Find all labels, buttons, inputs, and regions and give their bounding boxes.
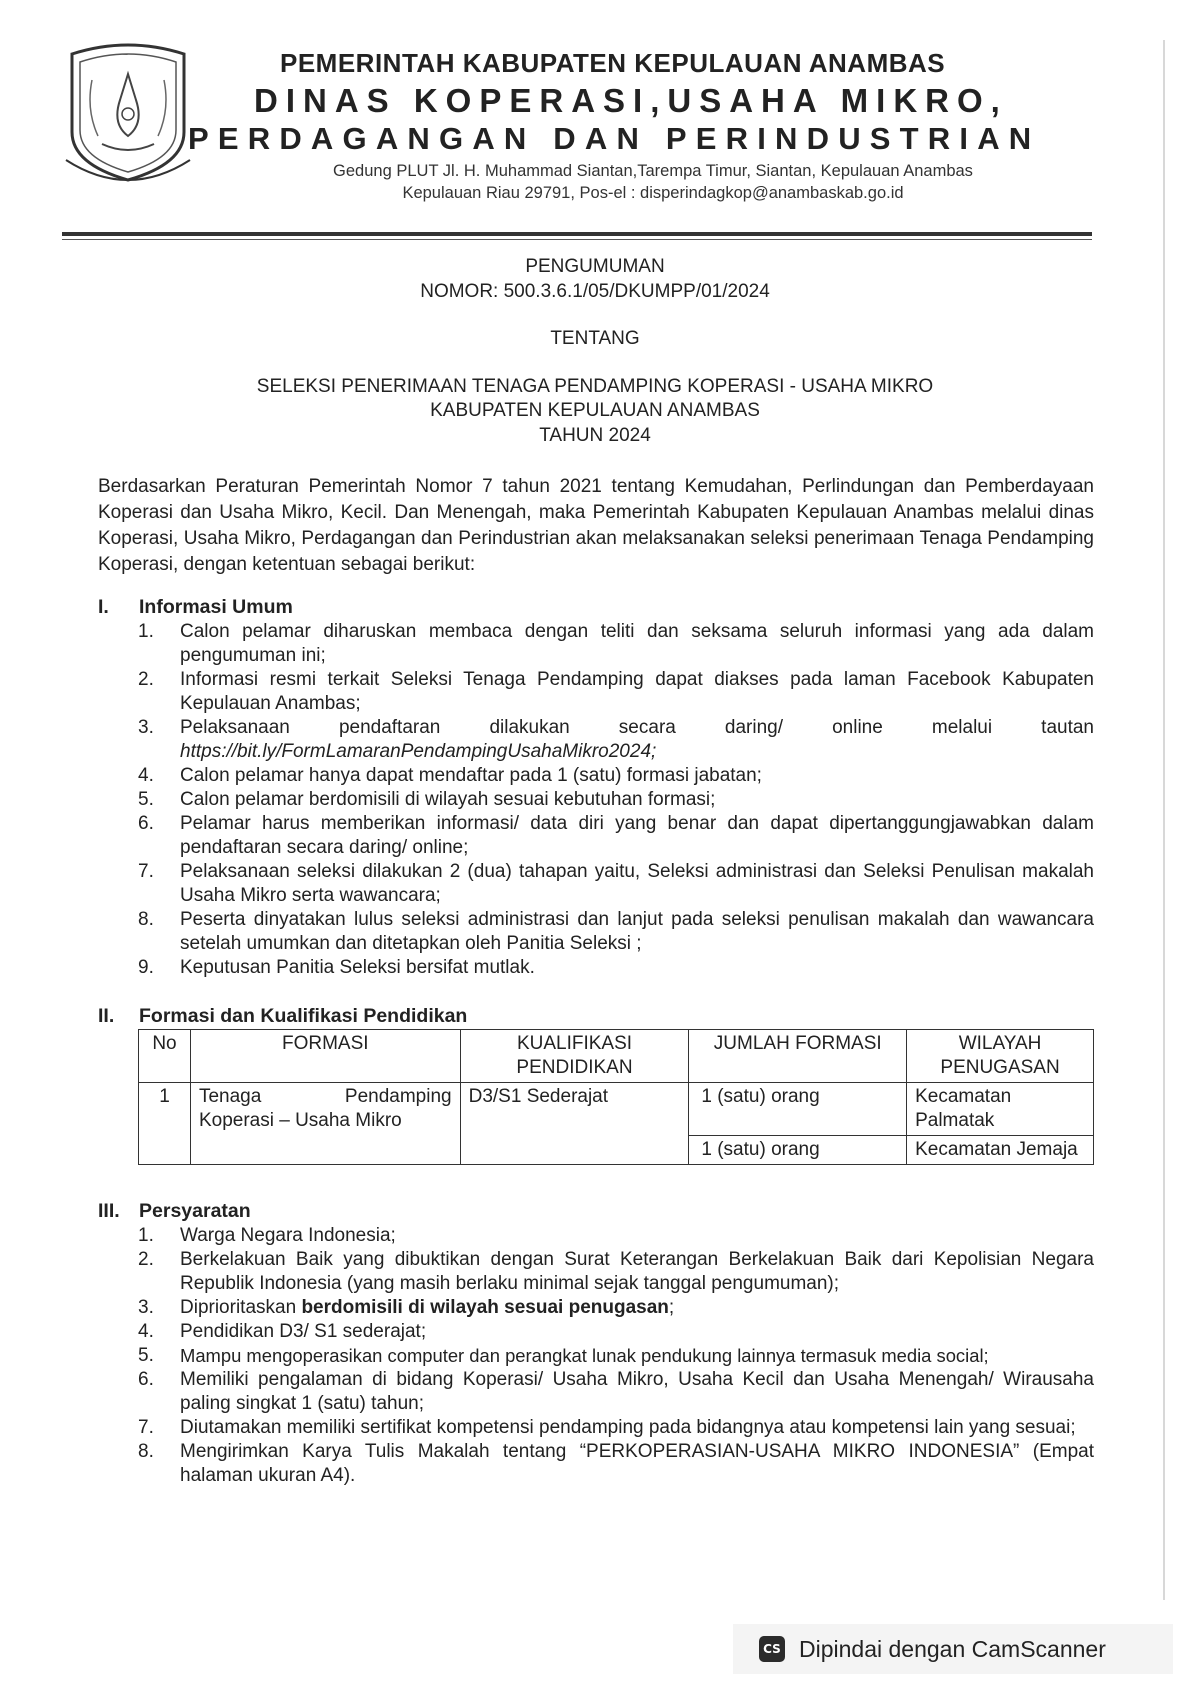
section-2-number: II.	[98, 1005, 115, 1027]
formation-table	[138, 1029, 1094, 1165]
regency-coat-of-arms-icon	[62, 40, 194, 188]
list-item	[138, 956, 1094, 980]
item-number: 4.	[138, 1321, 154, 1342]
list-item	[138, 620, 1094, 668]
item-number: 4.	[138, 765, 154, 786]
section-2-heading	[98, 1005, 467, 1028]
header-formasi: FORMASI	[190, 1030, 460, 1083]
item-text: Diutamakan memiliki sertifikat kompetensi pendamping pada bidangnya atau kompetensi lain yang sesuai;	[180, 1417, 1076, 1438]
header-kualifikasi: KUALIFIKASI PENDIDIKAN	[460, 1030, 689, 1083]
announcement-subject-1: SELEKSI PENERIMAAN TENAGA PENDAMPING KOPERASI - USAHA MIKRO	[256, 376, 934, 397]
section-1-title: Informasi Umum	[139, 596, 293, 618]
section-1-number: I.	[98, 596, 109, 618]
list-item	[138, 1416, 1094, 1440]
list-item	[138, 1296, 1094, 1320]
camscanner-icon: CS	[759, 1636, 785, 1662]
table-header-row	[139, 1030, 1094, 1083]
item-number: 3.	[138, 717, 154, 738]
list-item	[138, 1440, 1094, 1488]
item-text-bold: berdomisili di wilayah sesuai penugasan	[301, 1297, 669, 1318]
list-item	[138, 764, 1094, 788]
list-item	[138, 1368, 1094, 1416]
item-text: Memiliki pengalaman di bidang Koperasi/ Usaha Mikro, Usaha Kecil dan Usaha Menengah/ Wirausaha paling singkat 1 (satu) tahun;	[180, 1369, 1094, 1414]
letterhead-rule-thick	[62, 232, 1092, 236]
section-3-title: Persyaratan	[139, 1200, 251, 1222]
header-wilayah: WILAYAH PENUGASAN	[907, 1030, 1094, 1083]
announcement-number: NOMOR: 500.3.6.1/05/DKUMPP/01/2024	[420, 281, 770, 302]
list-item	[138, 860, 1094, 908]
registration-link[interactable]: https://bit.ly/FormLamaranPendampingUsahaMikro2024;	[180, 741, 657, 762]
item-number: 6.	[138, 1369, 154, 1390]
item-text: Pelaksanaan pendaftaran dilakukan secara daring/ online melalui tautan	[180, 717, 1094, 738]
item-number: 7.	[138, 861, 154, 882]
letterhead-rule-thin	[62, 239, 1092, 240]
item-text: Warga Negara Indonesia;	[180, 1225, 396, 1246]
announcement-label: PENGUMUMAN	[525, 256, 665, 277]
letterhead-government: PEMERINTAH KABUPATEN KEPULAUAN ANAMBAS	[280, 48, 946, 78]
item-text: Informasi resmi terkait Seleksi Tenaga Pendamping dapat diakses pada laman Facebook Kabupaten Kepulauan Anambas;	[180, 669, 1094, 714]
item-text: Peserta dinyatakan lulus seleksi administrasi dan lanjut pada seleksi penulisan makalah dan wawancara setelah umumkan dan ditetapkan oleh Panitia Seleksi ;	[180, 909, 1094, 954]
cell-jumlah: 1 (satu) orang	[689, 1083, 907, 1136]
section-3-heading	[98, 1200, 251, 1223]
letterhead-agency-line2: PERDAGANGAN DAN PERINDUSTRIAN	[188, 121, 1041, 156]
cell-jumlah: 1 (satu) orang	[689, 1136, 907, 1165]
item-text: Mampu mengoperasikan computer dan perangkat lunak pendukung lainnya termasuk media social;	[180, 1345, 989, 1366]
cell-no: 1	[139, 1083, 191, 1165]
item-number: 7.	[138, 1417, 154, 1438]
address-line-1: Gedung PLUT Jl. H. Muhammad Siantan,Tarempa Timur, Siantan, Kepulauan Anambas	[333, 162, 973, 180]
item-number: 9.	[138, 957, 154, 978]
announcement-subject-3: TAHUN 2024	[539, 425, 651, 446]
letterhead-address	[258, 160, 1048, 204]
item-text: Calon pelamar berdomisili di wilayah sesuai kebutuhan formasi;	[180, 789, 716, 810]
section-1-heading	[98, 596, 293, 619]
cell-wilayah: Kecamatan Jemaja	[907, 1136, 1094, 1165]
cell-kualifikasi: D3/S1 Sederajat	[460, 1083, 689, 1165]
list-item	[138, 1320, 1094, 1344]
item-text: Berkelakuan Baik yang dibuktikan dengan Surat Keterangan Berkelakuan Baik dari Kepolisian Negara Republik Indonesia (yang masih berlaku minimal sejak tanggal pengumuman);	[180, 1249, 1094, 1294]
list-item	[138, 1224, 1094, 1248]
list-item	[138, 1248, 1094, 1296]
item-number: 2.	[138, 1249, 154, 1270]
item-number: 6.	[138, 813, 154, 834]
header-no: No	[139, 1030, 191, 1083]
item-number: 5.	[138, 789, 154, 810]
item-number: 5.	[138, 1345, 154, 1366]
table-row	[139, 1083, 1094, 1136]
section-1-list	[138, 620, 1094, 980]
item-text-end: ;	[668, 1297, 675, 1318]
letterhead-agency-line1: DINAS KOPERASI,USAHA MIKRO,	[254, 82, 1008, 119]
header-jumlah: JUMLAH FORMASI	[689, 1030, 907, 1083]
section-2-title: Formasi dan Kualifikasi Pendidikan	[139, 1005, 468, 1027]
item-number: 3.	[138, 1297, 154, 1318]
section-3-number: III.	[98, 1200, 120, 1222]
address-line-2: Kepulauan Riau 29791, Pos-el : disperindagkop@anambaskab.go.id	[402, 184, 904, 202]
item-number: 8.	[138, 1441, 154, 1462]
item-text: Calon pelamar diharuskan membaca dengan teliti dan seksama seluruh informasi yang ada dalam pengumuman ini;	[180, 621, 1094, 666]
section-3-list	[138, 1224, 1094, 1488]
item-number: 1.	[138, 621, 154, 642]
cell-formasi: Tenaga Pendamping Koperasi – Usaha Mikro	[190, 1083, 460, 1165]
camscanner-label: Dipindai dengan CamScanner	[799, 1635, 1106, 1662]
scan-edge-line	[1163, 40, 1165, 1600]
item-number: 2.	[138, 669, 154, 690]
item-text: Calon pelamar hanya dapat mendaftar pada 1 (satu) formasi jabatan;	[180, 765, 762, 786]
item-text: Keputusan Panitia Seleksi bersifat mutlak.	[180, 957, 535, 978]
item-text: Pendidikan D3/ S1 sederajat;	[180, 1321, 427, 1342]
item-number: 1.	[138, 1225, 154, 1246]
announcement-about: TENTANG	[550, 328, 640, 349]
list-item	[138, 716, 1094, 764]
item-text: Pelamar harus memberikan informasi/ data diri yang benar dan dapat dipertanggungjawabkan dalam pendaftaran secara daring/ online;	[180, 813, 1094, 858]
list-item	[138, 812, 1094, 860]
announcement-subject-2: KABUPATEN KEPULAUAN ANAMBAS	[430, 400, 760, 421]
list-item	[138, 908, 1094, 956]
cell-wilayah: Kecamatan Palmatak	[907, 1083, 1094, 1136]
camscanner-footer	[733, 1624, 1173, 1674]
item-number: 8.	[138, 909, 154, 930]
item-text: Diprioritaskan	[180, 1297, 302, 1318]
intro-paragraph: Berdasarkan Peraturan Pemerintah Nomor 7 tahun 2021 tentang Kemudahan, Perlindungan dan Pemberdayaan Koperasi dan Usaha Mikro, Kecil. Dan Menengah, maka Pemerintah Kabupaten Kepulauan Anambas melalui dinas Koperasi, Usaha Mikro, Perdagangan dan Perindustrian akan melaksanakan seleksi penerimaan Tenaga Pendamping Koperasi, dengan ketentuan sebagai berikut:	[98, 476, 1094, 575]
item-text: Mengirimkan Karya Tulis Makalah tentang “PERKOPERASIAN-USAHA MIKRO INDONESIA” (Empat halaman ukuran A4).	[180, 1441, 1094, 1486]
item-text: Pelaksanaan seleksi dilakukan 2 (dua) tahapan yaitu, Seleksi administrasi dan Seleksi Penulisan makalah Usaha Mikro serta wawancara;	[180, 861, 1094, 906]
list-item	[138, 788, 1094, 812]
list-item	[138, 668, 1094, 716]
list-item	[138, 1344, 1094, 1368]
